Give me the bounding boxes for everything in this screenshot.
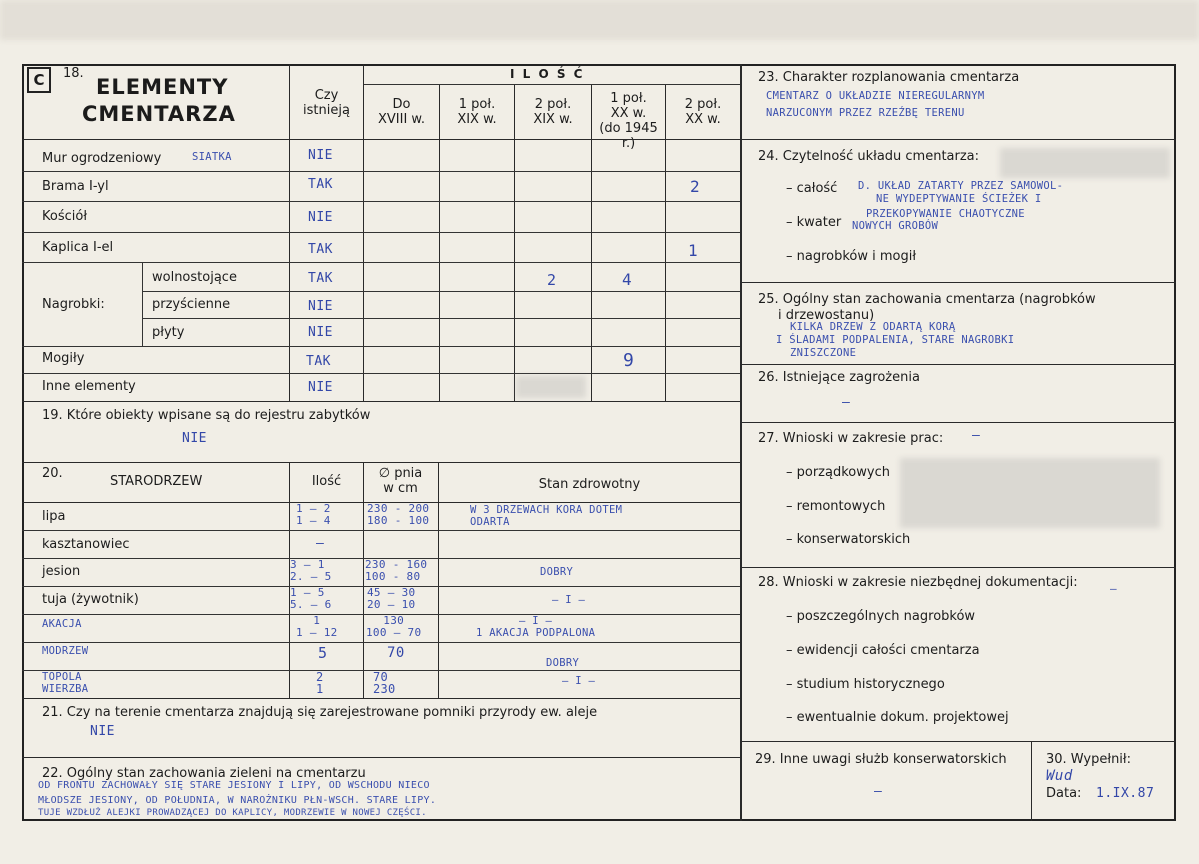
row-wolnostojace: wolnostojące <box>152 270 237 285</box>
s28-label: 28. Wnioski w zakresie niezbędnej dokumentacji: <box>758 575 1078 590</box>
s24-answer-3: PRZEKOPYWANIE CHAOTYCZNE <box>866 208 1025 220</box>
s28-ewidencji: – ewidencji całości cmentarza <box>786 643 980 658</box>
akacja-ilosc: 1 1 – 12 <box>296 614 338 639</box>
s29-answer: — <box>874 784 883 799</box>
s23-label: 23. Charakter rozplanowania cmentarza <box>758 70 1020 85</box>
row-brama: Brama I-yl <box>42 179 109 194</box>
topola-stan: – I – <box>562 675 596 687</box>
brama-2polxx: 2 <box>690 177 701 196</box>
row-nagrobki: Nagrobki: <box>42 297 105 312</box>
s20-col-stan: Stan zdrowotny <box>538 477 641 492</box>
tree-jesion: jesion <box>42 564 81 579</box>
tree-akacja: AKACJA <box>42 618 82 630</box>
mur-note: SIATKA <box>192 151 232 163</box>
bleed-through <box>0 0 1199 40</box>
tree-kasztanowiec: kasztanowiec <box>42 537 130 552</box>
s27-remontowych: – remontowych <box>786 499 886 514</box>
col-2pol-xx: 2 poł. XX w. <box>684 97 722 127</box>
s24-answer-2: NE WYDEPTYWANIE ŚCIEŻEK I <box>876 193 1042 205</box>
topola-ilosc: 2 1 <box>316 670 324 696</box>
s28-poszczegolnych: – poszczególnych nagrobków <box>786 609 976 624</box>
lipa-stan: W 3 DRZEWACH KORA DOTEM ODARTA <box>470 504 623 528</box>
tree-topola-wierzba: TOPOLA WIERZBA <box>42 671 89 695</box>
s20-title: STARODRZEW <box>110 474 203 489</box>
s25-answer-2: I ŚLADAMI PODPALENIA, STARE NAGROBKI <box>776 334 1015 346</box>
brama-exists: TAK <box>308 177 333 192</box>
s27-label: 27. Wnioski w zakresie prac: <box>758 431 944 446</box>
wolno-exists: TAK <box>308 271 333 286</box>
topola-pnia: 70 230 <box>373 670 396 696</box>
row-kosciol: Kościół <box>42 209 88 224</box>
s26-answer: – <box>842 395 851 410</box>
s28-dash: — <box>1110 582 1118 595</box>
col-do-xviii: Do XVIII w. <box>377 97 425 127</box>
s25-label-1: 25. Ogólny stan zachowania cmentarza (nagrobków <box>758 292 1096 307</box>
mogily-exists: TAK <box>306 354 331 369</box>
s30-date-label: Data: <box>1046 786 1082 801</box>
s20-col-ilosc: Ilość <box>311 474 342 489</box>
akacja-pnia: 130 100 – 70 <box>366 614 422 639</box>
wolno-1polxx: 4 <box>622 270 633 289</box>
s27-konserwatorskich: – konserwatorskich <box>786 532 911 547</box>
row-inne: Inne elementy <box>42 379 136 394</box>
s18-title-1: ELEMENTY <box>96 75 229 99</box>
tree-tuja: tuja (żywotnik) <box>42 592 139 607</box>
s22-line1: OD FRONTU ZACHOWAŁY SIĘ STARE JESIONY I LIPY, OD WSCHODU NIECO <box>38 780 430 791</box>
tuja-pnia: 45 – 30 20 – 10 <box>367 586 416 611</box>
col-2pol-xix: 2 poł. XIX w. <box>533 97 573 127</box>
s23-answer-2: NARZUCONYM PRZEZ RZEŹBĘ TERENU <box>766 107 965 119</box>
s21-answer: NIE <box>90 724 115 739</box>
s25-answer-3: ZNISZCZONE <box>790 347 857 359</box>
s24-kwater: – kwater <box>786 215 842 230</box>
tuja-stan: – I – <box>552 594 586 606</box>
col-ilosc: I L O Ś Ć <box>510 67 585 81</box>
s19-label: 19. Które obiekty wpisane są do rejestru zabytków <box>42 408 371 423</box>
s24-nagrobkow: – nagrobków i mogił <box>786 249 917 264</box>
section-marker: C <box>27 67 51 93</box>
row-mur: Mur ogrodzeniowy <box>42 151 162 166</box>
s20-col-pnia: ∅ pnia w cm <box>378 466 423 496</box>
s22-line3: TUJE WZDŁUŻ ALEJKI PROWADZĄCEJ DO KAPLICY, MODRZEWIE W NOWEJ CZĘŚCI. <box>38 808 427 818</box>
jesion-stan: DOBRY <box>540 566 574 578</box>
s19-answer: NIE <box>182 431 207 446</box>
lipa-pnia: 230 - 200 180 - 100 <box>367 502 430 527</box>
signature: Wud <box>1046 768 1073 784</box>
s27-porzadkowych: – porządkowych <box>786 465 890 480</box>
tuja-ilosc: 1 – 5 5. – 6 <box>290 586 332 611</box>
przysc-exists: NIE <box>308 299 333 314</box>
erasure-mark <box>900 458 1160 528</box>
kasztan-ilosc: – <box>316 536 325 551</box>
s22-label: 22. Ogólny stan zachowania zieleni na cmentarzu <box>42 766 366 781</box>
row-kaplica: Kaplica I-el <box>42 240 114 255</box>
mur-exists: NIE <box>308 148 333 163</box>
tree-lipa: lipa <box>42 509 66 524</box>
s29-label: 29. Inne uwagi służb konserwatorskich <box>755 752 1007 767</box>
s28-studium: – studium historycznego <box>786 677 945 692</box>
kaplica-exists: TAK <box>308 242 333 257</box>
s24-calosc: – całość <box>786 181 838 196</box>
row-plyty: płyty <box>152 325 185 340</box>
s23-answer-1: CMENTARZ O UKŁADZIE NIEREGULARNYM <box>766 90 985 102</box>
s24-label: 24. Czytelność układu cmentarza: <box>758 149 980 164</box>
col-1pol-xx: 1 poł. XX w. (do 1945 r.) <box>599 91 658 151</box>
jesion-pnia: 230 - 160 100 - 80 <box>365 558 428 583</box>
s20-number: 20. <box>42 466 63 481</box>
mogily-1polxx: 9 <box>623 350 635 371</box>
wolno-2polxix: 2 <box>547 271 557 289</box>
col-1pol-xix: 1 poł. XIX w. <box>457 97 497 127</box>
col-exists: Czy istnieją <box>303 88 350 118</box>
tree-modrzew: MODRZEW <box>42 645 89 657</box>
lipa-ilosc: 1 – 2 1 – 4 <box>296 502 331 527</box>
s25-answer-1: KILKA DRZEW Z ODARTĄ KORĄ <box>790 321 956 333</box>
s30-label: 30. Wypełnił: <box>1046 752 1131 767</box>
s30-date: 1.IX.87 <box>1096 786 1155 801</box>
s27-dash: — <box>972 428 981 443</box>
erasure-mark <box>516 376 586 398</box>
inne-exists: NIE <box>308 380 333 395</box>
s22-line2: MŁODSZE JESIONY, OD POŁUDNIA, W NAROŻNIKU PŁN-WSCH. STARE LIPY. <box>38 795 437 806</box>
modrzew-pnia: 70 <box>387 645 405 661</box>
kosciol-exists: NIE <box>308 210 333 225</box>
s28-ewentualnie: – ewentualnie dokum. projektowej <box>786 710 1009 725</box>
row-przyscienne: przyścienne <box>152 297 231 312</box>
s18-title-2: CMENTARZA <box>82 102 236 126</box>
s18-number: 18. <box>63 66 84 81</box>
modrzew-ilosc: 5 <box>318 644 328 662</box>
s26-label: 26. Istniejące zagrożenia <box>758 370 920 385</box>
s24-answer-4: NOWYCH GROBÓW <box>852 220 939 232</box>
jesion-ilosc: 3 – 1 2. – 5 <box>290 558 332 583</box>
modrzew-stan: DOBRY <box>546 657 580 669</box>
s25-label-2: i drzewostanu) <box>778 308 875 323</box>
s21-label: 21. Czy na terenie cmentarza znajdują się zarejestrowane pomniki przyrody ew. aleje <box>42 705 598 720</box>
erasure-mark <box>1000 148 1170 178</box>
row-mogily: Mogiły <box>42 351 85 366</box>
akacja-stan: – I – 1 AKACJA PODPALONA <box>476 615 596 639</box>
plyty-exists: NIE <box>308 325 333 340</box>
kaplica-2polxx: 1 <box>688 241 699 260</box>
s24-answer-1: D. UKŁAD ZATARTY PRZEZ SAMOWOL- <box>858 180 1064 192</box>
